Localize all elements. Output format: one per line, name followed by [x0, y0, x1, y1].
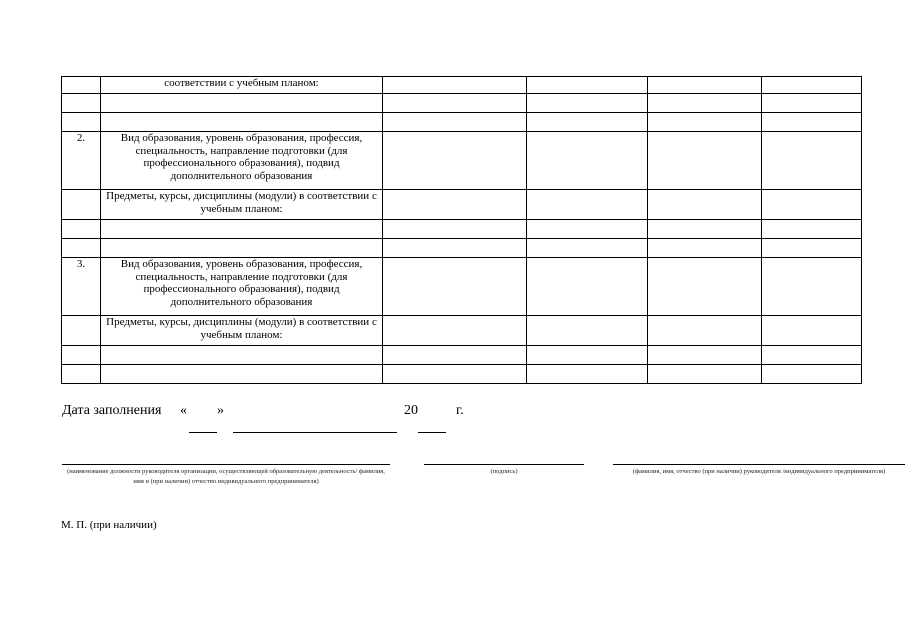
position-caption: (наименование должности руководителя организации, осуществляющей образовательную деятельность/ фамилия, имя и (при наличии) отчество индивидуального предпринимателя): [67, 468, 385, 485]
row-description: [101, 113, 383, 132]
empty-cell[interactable]: [648, 77, 762, 94]
row-number: [62, 94, 101, 113]
empty-cell[interactable]: [648, 132, 762, 190]
row-number: [62, 239, 101, 258]
table-row: [62, 346, 862, 365]
empty-cell[interactable]: [383, 190, 527, 220]
empty-cell[interactable]: [762, 132, 862, 190]
empty-cell[interactable]: [762, 77, 862, 94]
table-row: [62, 190, 862, 220]
empty-cell[interactable]: [648, 239, 762, 258]
empty-cell[interactable]: [762, 239, 862, 258]
table-row: [62, 239, 862, 258]
empty-cell[interactable]: [383, 316, 527, 346]
empty-cell[interactable]: [762, 220, 862, 239]
row-number: [62, 77, 101, 94]
empty-cell[interactable]: [527, 346, 648, 365]
empty-cell[interactable]: [762, 365, 862, 384]
row-description: [101, 94, 383, 113]
date-label: Дата заполнения: [62, 403, 162, 418]
empty-cell[interactable]: [527, 94, 648, 113]
education-programs-table: [61, 76, 862, 384]
empty-cell[interactable]: [762, 94, 862, 113]
empty-cell[interactable]: [648, 220, 762, 239]
empty-cell[interactable]: [648, 94, 762, 113]
empty-cell[interactable]: [383, 94, 527, 113]
empty-cell[interactable]: [762, 258, 862, 316]
quote-close: »: [217, 403, 224, 418]
empty-cell[interactable]: [762, 316, 862, 346]
empty-cell[interactable]: [527, 316, 648, 346]
row-description: соответствии с учебным планом:: [101, 77, 383, 94]
empty-cell[interactable]: [383, 220, 527, 239]
empty-cell[interactable]: [383, 132, 527, 190]
empty-cell[interactable]: [648, 190, 762, 220]
row-number: 2.: [62, 132, 101, 190]
row-description: [101, 346, 383, 365]
table-row: [62, 94, 862, 113]
signature-caption: (подпись): [490, 468, 518, 475]
empty-cell[interactable]: [383, 346, 527, 365]
row-number: [62, 346, 101, 365]
empty-cell[interactable]: [383, 113, 527, 132]
row-number: [62, 113, 101, 132]
row-description: Вид образования, уровень образования, профессия, специальность, направление подготовки (для профессионального образования), подвид дополнительного образования: [101, 258, 383, 316]
name-caption: (фамилия, имя, отчество (при наличии) руководителя /индивидуального предпринимателя): [632, 468, 886, 475]
empty-cell[interactable]: [527, 365, 648, 384]
month-blank[interactable]: [233, 432, 397, 433]
table-row: [62, 132, 862, 190]
empty-cell[interactable]: [648, 365, 762, 384]
row-description: [101, 220, 383, 239]
quote-open: «: [180, 403, 187, 418]
year-blank[interactable]: [418, 432, 446, 433]
empty-cell[interactable]: [383, 77, 527, 94]
empty-cell[interactable]: [527, 132, 648, 190]
empty-cell[interactable]: [383, 365, 527, 384]
table-row: [62, 220, 862, 239]
empty-cell[interactable]: [527, 190, 648, 220]
table-row: [62, 316, 862, 346]
empty-cell[interactable]: [527, 239, 648, 258]
position-blank[interactable]: [62, 464, 390, 465]
table-row: [62, 365, 862, 384]
empty-cell[interactable]: [527, 113, 648, 132]
empty-cell[interactable]: [527, 258, 648, 316]
empty-cell[interactable]: [762, 190, 862, 220]
signature-blank[interactable]: [424, 464, 584, 465]
year-prefix: 20: [404, 403, 418, 418]
year-suffix: г.: [456, 403, 464, 418]
empty-cell[interactable]: [383, 258, 527, 316]
table-row: [62, 113, 862, 132]
row-description: Вид образования, уровень образования, профессия, специальность, направление подготовки (для профессионального образования), подвид дополнительного образования: [101, 132, 383, 190]
empty-cell[interactable]: [648, 316, 762, 346]
empty-cell[interactable]: [762, 346, 862, 365]
row-description: Предметы, курсы, дисциплины (модули) в соответствии с учебным планом:: [101, 316, 383, 346]
empty-cell[interactable]: [527, 220, 648, 239]
row-number: 3.: [62, 258, 101, 316]
day-blank[interactable]: [189, 432, 217, 433]
empty-cell[interactable]: [648, 346, 762, 365]
row-description: [101, 239, 383, 258]
empty-cell[interactable]: [648, 113, 762, 132]
empty-cell[interactable]: [762, 113, 862, 132]
row-number: [62, 316, 101, 346]
empty-cell[interactable]: [383, 239, 527, 258]
empty-cell[interactable]: [648, 258, 762, 316]
empty-cell[interactable]: [527, 77, 648, 94]
name-blank[interactable]: [613, 464, 905, 465]
table-row: [62, 77, 862, 94]
row-number: [62, 190, 101, 220]
row-description: [101, 365, 383, 384]
row-description: Предметы, курсы, дисциплины (модули) в соответствии с учебным планом:: [101, 190, 383, 220]
stamp-place: М. П. (при наличии): [61, 519, 157, 531]
row-number: [62, 365, 101, 384]
table-row: [62, 258, 862, 316]
row-number: [62, 220, 101, 239]
